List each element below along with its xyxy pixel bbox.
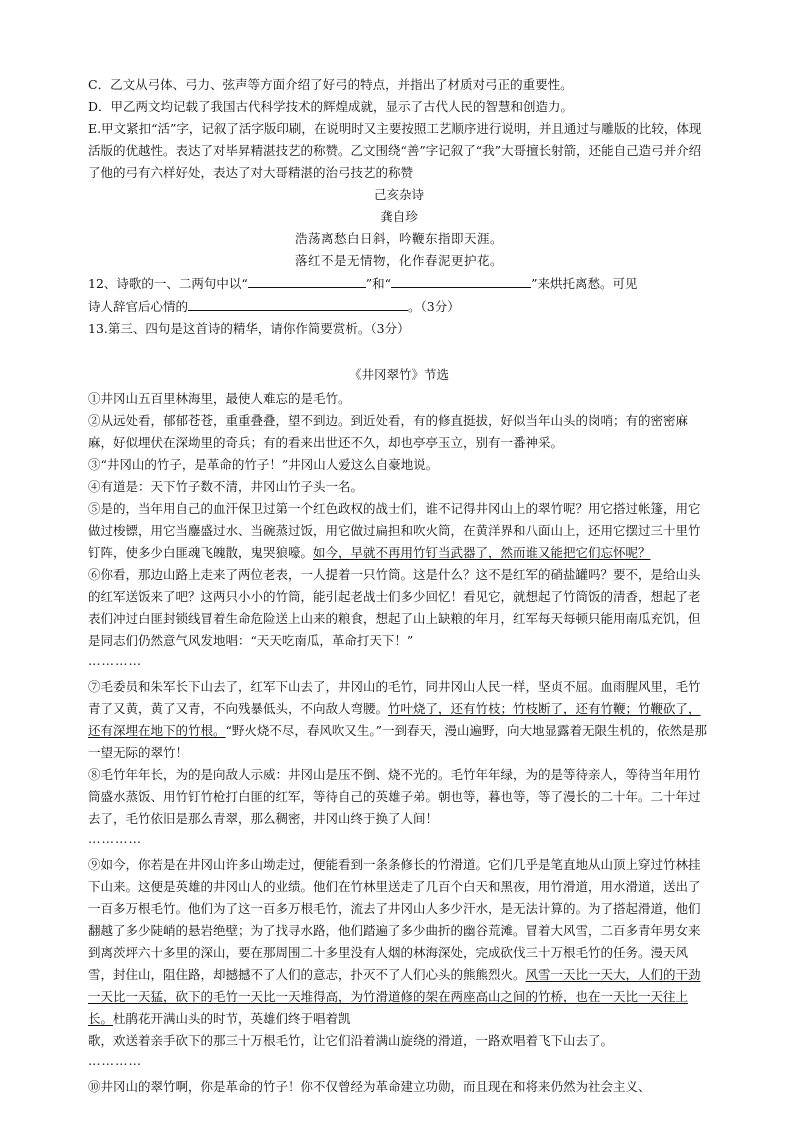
question-13: 13.第三、四句是这首诗的精华，请你作简要赏析。（3分） — [88, 321, 410, 336]
essay-title: 《井冈翠竹》节选 — [348, 367, 449, 382]
essay-paragraph-9 — [88, 854, 710, 1052]
p7-text-b: “野火烧不尽，春风吹又生。”一到春天，漫山遍野，向大地显露着无限生机的，依然是那一望无际的翠竹！ — [88, 723, 708, 760]
poem-author: 龚自珍 — [380, 209, 418, 224]
q12-text-c: ”来烘托离愁。可见 — [531, 276, 638, 291]
essay-paragraph-6: ⑥你看，那边山路上走来了两位老表，一人提着一只竹筒。这是什么？这不是红军的硝盐罐吗？要不，是给山头的红军送饭来了吧？这两只小小的竹筒，能引起老战士们多少回忆！看见它，就想起了竹筒饭的清香，想起了老表们冲过白匪封锁线冒着生命危险送上山来的粮食，想起了山上缺粮的年月，红军每天每顿只能用南瓜充饥，但是同志们仍然意气风发地唱：“天天吃南瓜，革命打天下！” — [88, 567, 701, 648]
p7-underlined: 竹叶烧了，还有竹枝；竹枝断了，还有竹鞭；竹鞭砍了，还有深埋在地下的竹根。 — [88, 701, 701, 738]
p9-text-a: ⑨如今，你若是在井冈山许多山坳走过，便能看到一条条修长的竹滑道。它们几乎是笔直地从山顶上穿过竹林挂下山来。这便是英雄的井冈山人的业绩。他们在竹林里送走了几百个白天和黑夜，用竹滑道，用水滑道，送出了一百多万根毛竹。他们为了这一百多万根毛竹，流去了井冈山人多少汗水，是无法计算的。为了搭起滑道，他们翻越了多少陡峭的悬岩绝壁；为了找寻水路，他们踏遍了多少曲折的幽谷荒滩。冒着大风雪，二百多青年男女来到离茨坪六十多里的深山，要在那周围二十多里没有人烟的林海深处，完成砍伐三十万根毛竹的任务。漫天风雪，封住山，阻住路，却撼撼不了人们的意志，扑灭不了人们心头的熊熊烈火。 — [88, 857, 701, 982]
poem-line-1: 浩荡离愁白日斜，吟鞭东指即天涯。 — [294, 231, 503, 246]
essay-paragraph-1: ①井冈山五百里林海里，最使人难忘的是毛竹。 — [88, 391, 351, 406]
p9-text-b: 杜鹃花开满山头的时节，英雄们终于唱着凯 — [113, 1011, 351, 1026]
ellipsis-3: ………… — [88, 1053, 142, 1068]
p5-text: ⑤是的，当年用自己的血汗保卫过第一个红色政权的战士们，谁不记得井冈山上的翠竹呢？用它搭过帐篷，用它做过梭镖，用它当鏖盛过水、当碗蒸过饭，用它做过扁担和吹火筒，在黄洋界和八面山上，还用它摆过三十里竹钉阵，使多少白匪魂飞魄散，鬼哭狼嚎。 — [88, 501, 701, 560]
essay-paragraph-10: ⑩井冈山的翠竹啊，你是革命的竹子！你不仅曾经为革命建立功勋，而且现在和将来仍然为社会主义、 — [88, 1079, 651, 1094]
q12-blank-1[interactable] — [248, 272, 366, 288]
option-e: E.甲文紧扣“活”字，记叙了活字版印刷，在说明时又主要按照工艺顺序进行说明，并且通过与雕版的比较，体现活版的优越性。表达了对毕昇精湛技艺的称赞。乙文围绕“善”字记叙了“我”大哥擅长射箭，还能自己造弓并介绍了他的弓有六样好处，表达了对大哥精湛的治弓技艺的称赞 — [88, 121, 702, 180]
question-12 — [88, 272, 710, 318]
p9-text-c: 歌，欢送着亲手砍下的那三十万根毛竹，让它们沿着满山旋绕的滑道，一路欢唱着飞下山去了。 — [88, 1033, 614, 1048]
q12-text-e: 。（3分） — [408, 299, 460, 314]
option-c: C．乙文从弓体、弓力、弦声等方面介绍了好弓的特点，并指出了材质对弓正的重要性。 — [88, 77, 573, 92]
q12-blank-3[interactable] — [188, 295, 408, 311]
poem-title: 己亥杂诗 — [373, 187, 424, 202]
q12-text-b: ”和“ — [365, 276, 392, 291]
document-page — [88, 74, 710, 1098]
q12-text-a: 12、诗歌的一、二两句中以“ — [88, 276, 248, 291]
poem-line-2: 落红不是无情物，化作春泥更护花。 — [294, 253, 503, 268]
p7-text-a: ⑦毛委员和朱军长下山去了，红军下山去了，井冈山的毛竹，同井冈山人民一样，坚贞不屈。血雨腥风里，毛竹青了又黄，黄了又青，不向残暴低头，不向敌人弯腰。 — [88, 679, 701, 716]
option-d: D．甲乙两文均记载了我国古代科学技术的辉煌成就，显示了古代人民的智慧和创造力。 — [88, 99, 574, 114]
essay-paragraph-8: ⑧毛竹年年长，为的是向敌人示威：井冈山是压不倒、烧不光的。毛竹年年绿，为的是等待亲人，等待当年用竹筒盛水蒸饭、用竹钉竹枪打白匪的红军，等待自己的英雄子弟。朝也等，暮也等，等了漫长的二十年。二十年过去了，毛竹依旧是那么青翠，那么稠密，井冈山终于换了人间！ — [88, 767, 701, 826]
essay-paragraph-4: ④有道是：天下竹子数不清，井冈山竹子头一名。 — [88, 479, 364, 494]
p9-underlined: 风雪一天比一天大，人们的干劲一天比一天猛，砍下的毛竹一天比一天堆得高，为竹滑道修的架在两座高山之间的竹桥，也在一天比一天往上长。 — [88, 967, 701, 1026]
q12-blank-2[interactable] — [391, 272, 531, 288]
essay-paragraph-2: ②从远处看，郁郁苍苍，重重叠叠，望不到边。到近处看，有的修直挺拔，好似当年山头的岗哨；有的密密麻麻，好似埋伏在深坳里的奇兵；有的看来出世还不久，却也亭亭玉立，别有一番神采。 — [88, 413, 689, 450]
ellipsis-1: ………… — [88, 653, 142, 668]
p5-underlined: 如今，早就不再用竹钉当武器了，然而谁又能把它们忘怀呢？ — [313, 545, 651, 560]
essay-paragraph-7 — [88, 676, 710, 764]
ellipsis-2: ………… — [88, 831, 142, 846]
q12-text-d: 诗人辞官后心情的 — [88, 299, 189, 314]
essay-paragraph-5 — [88, 498, 710, 564]
essay-paragraph-3: ③“井冈山的竹子，是革命的竹子！”井冈山人爱这么自豪地说。 — [88, 457, 439, 472]
